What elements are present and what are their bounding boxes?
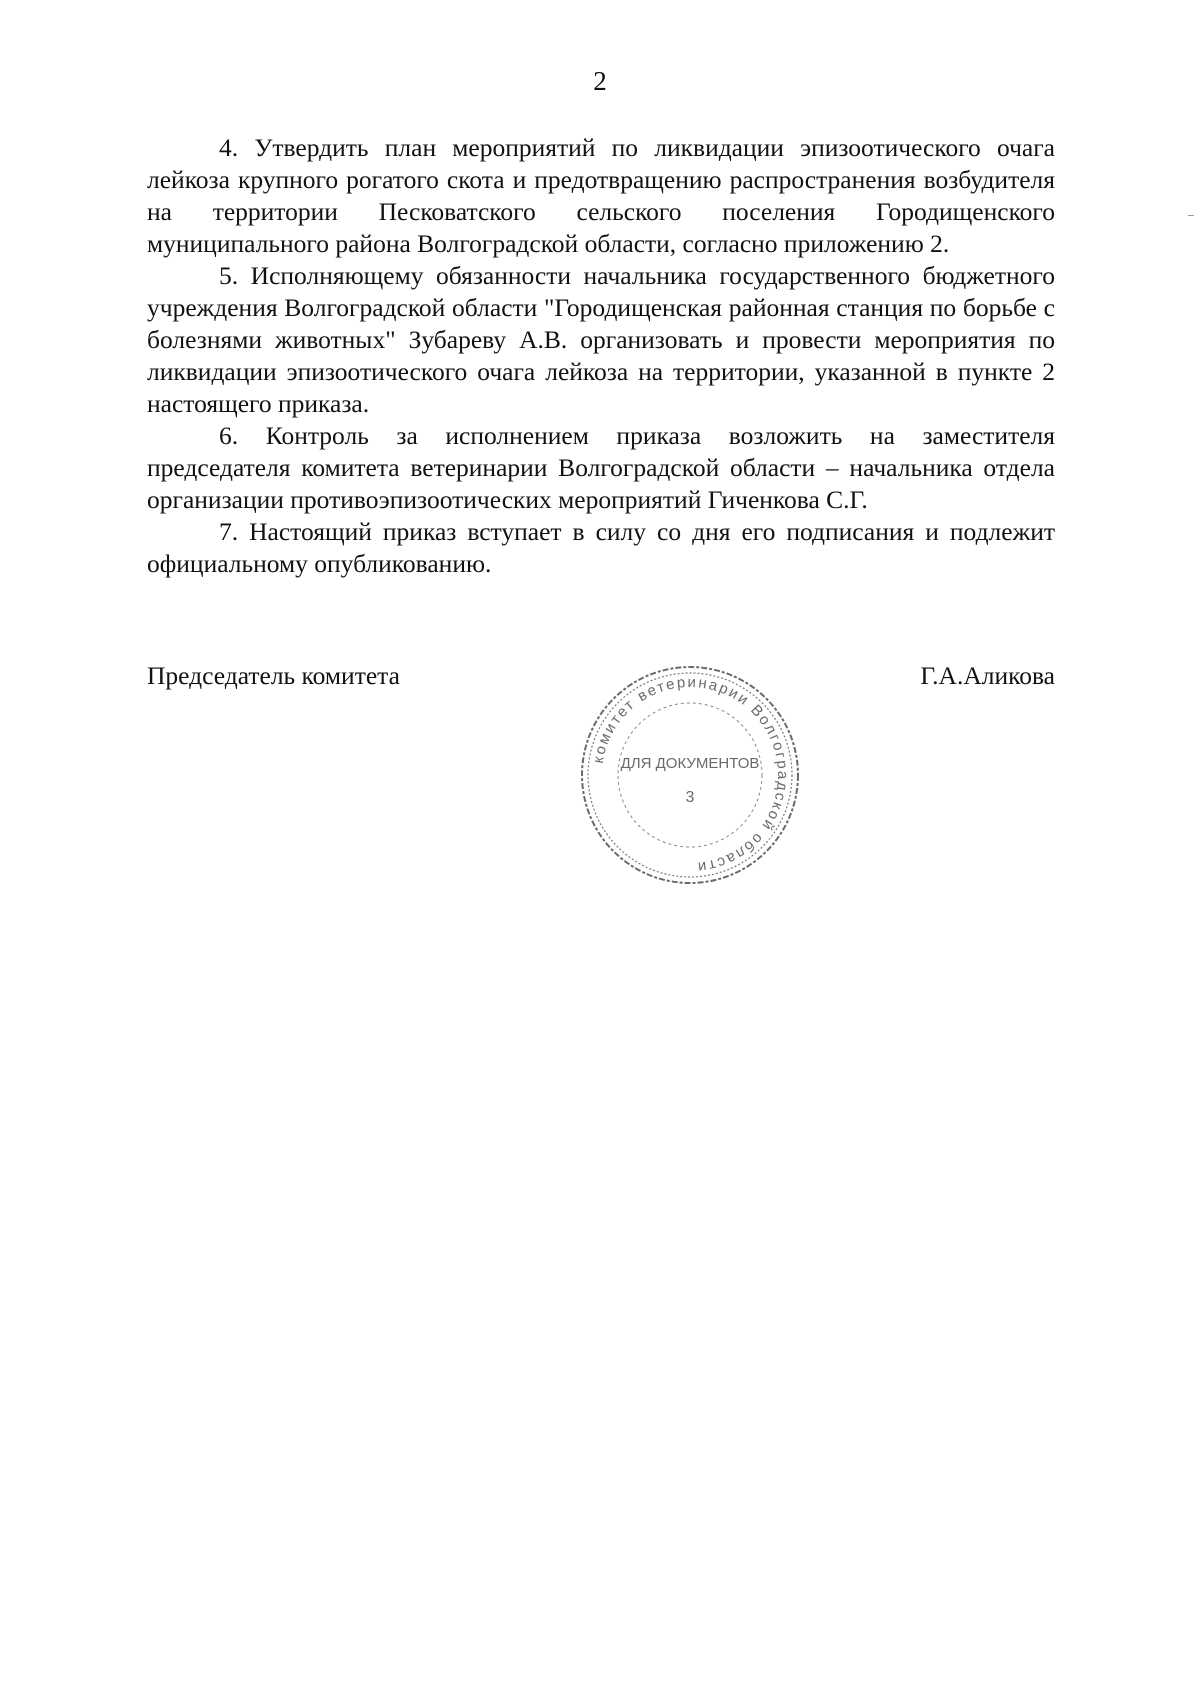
paragraph-4: 4. Утвердить план мероприятий по ликвидации эпизоотического очага лейкоза крупного рогатого скота и предотвращению распространения возбудителя на территории Песковатского сельского поселения Городищенского муниципального района Волгоградской области, согласно приложению 2. [147,133,1055,258]
svg-text:комитет ветеринарии Волгоградс [590,674,791,876]
scan-edge-mark [1188,215,1194,216]
signer-name: Г.А.Аликова [920,661,1055,690]
stamp-inner-text: ДЛЯ ДОКУМЕНТОВ [620,755,760,772]
paragraph-5: 5. Исполняющему обязанности начальника государственного бюджетного учреждения Волгоградской области "Городищенская районная станция по борьбе с болезнями животных" Зубареву А.В. организовать и провести мероприятия по ликвидации эпизоотического очага лейкоза на территории, указанной в пункте 2 настоящего приказа. [147,261,1055,418]
page-number: 2 [593,66,607,96]
official-stamp-icon [575,660,805,890]
stamp-outer-text: комитет ветеринарии Волгоградской области [589,673,792,876]
paragraph-7: 7. Настоящий приказ вступает в силу со дня его подписания и подлежит официальному опубликованию. [147,517,1055,578]
paragraph-6: 6. Контроль за исполнением приказа возложить на заместителя председателя комитета ветеринарии Волгоградской области – начальника отдела организации противоэпизоотических мероприятий Гиченкова С.Г. [147,421,1055,514]
signer-title: Председатель комитета [147,661,400,690]
stamp-number: 3 [685,789,695,806]
document-body [147,132,1055,580]
